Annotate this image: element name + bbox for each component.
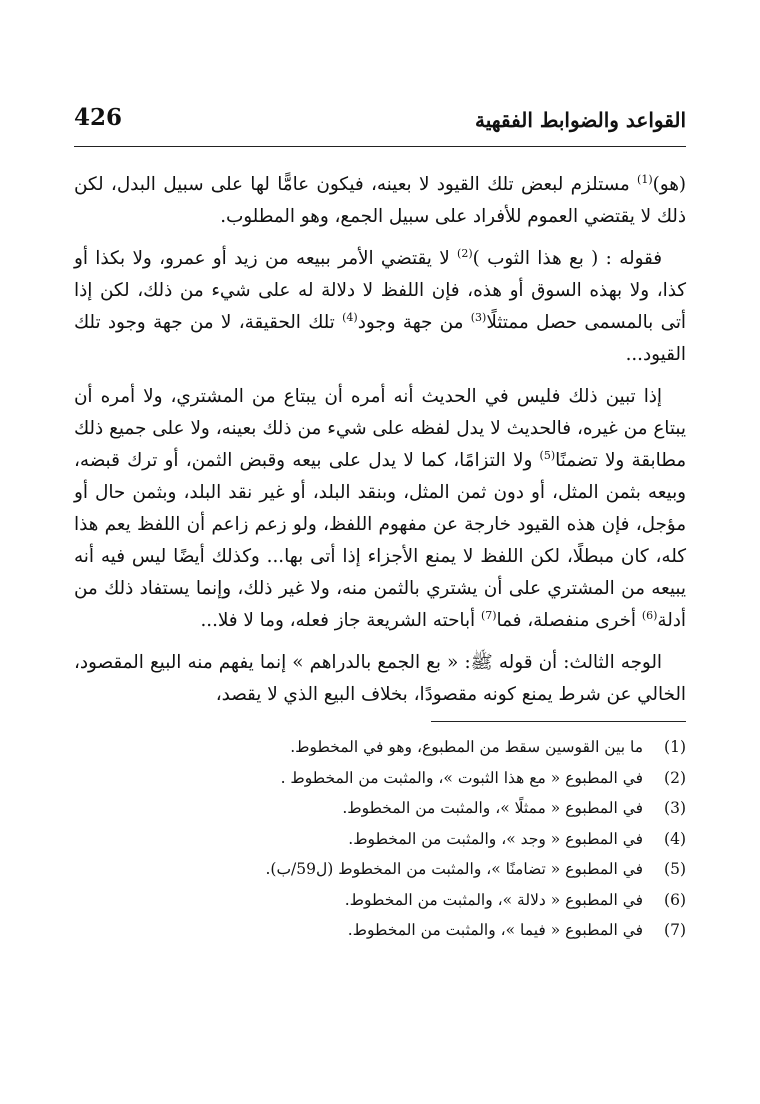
footnote-ref-5: (5) [539,448,556,462]
page-header [74,100,686,147]
paragraph-text: من جهة وجود [357,312,471,333]
footnote-text: في المطبوع « دلالة »، والمثبت من المخطوط. [344,890,644,909]
paragraph-text: ولا التزامًا، كما لا يدل على بيعه وقبض الثمن، أو ترك قبضه، وبيعه بثمن المثل، أو دون ثمن المثل، وبنقد البلد، أو غير نقد البلد، وبثمن حال أو مؤجل، فإن هذه القيود خارجة عن مفهوم اللفظ، ولو زعم زاعم أن اللفظ يعم هذا كله، كان مبطلًا، لكن اللفظ لا يمنع الأجزاء إذا أتى بها... وكذلك أيضًا ليس فيه أنه يبيعه من المشتري على أن يشتري بالثمن منه، ولا غير ذلك، وإنما يستفاد ذلك من أدلة [74,450,686,631]
footnote-ref-6: (6) [641,608,658,622]
page-number: 426 [74,104,123,131]
paragraph-text: الوجه الثالث: أن قوله ﷺ: « بع الجمع بالدراهم » إنما يفهم منه البيع المقصود، الخالي عن شرط يمنع كونه مقصودًا، بخلاف البيع الذي لا يقصد، [74,652,686,705]
main-text [74,169,686,711]
footnote-number: (4) [664,829,686,848]
footnote-item [74,793,686,824]
footnote-number: (5) [664,860,686,878]
running-title: القواعد والضوابط الفقهية [475,108,686,132]
paragraph-2 [74,243,686,371]
footnote-ref-3: (3) [470,310,487,324]
footnote-number: (2) [664,768,686,787]
paragraph-text: أباحته الشريعة جاز فعله، وما لا فلا... [200,610,481,631]
footnotes-list [74,732,686,946]
footnote-text: في المطبوع « تضامنًا »، والمثبت من المخطوط (ل59/ب). [265,860,644,878]
paragraph-4 [74,647,686,711]
footnote-item [74,824,686,855]
footnote-text: في المطبوع « وجد »، والمثبت من المخطوط. [348,829,644,848]
paragraph-text: (هو) [652,174,686,195]
footnote-number: (1) [664,738,686,756]
footnote-ref-1: (1) [637,172,653,186]
footnote-number: (3) [664,799,686,817]
paragraph-text: أخرى منفصلة، فما [496,610,642,631]
footnote-text: في المطبوع « ممثلًا »، والمثبت من المخطوط. [342,799,644,817]
footnote-item [74,915,686,946]
footnote-text: ما بين القوسين سقط من المطبوع، وهو في المخطوط. [290,738,644,756]
paragraph-text: لا يقتضي الأمر ببيعه من زيد أو عمرو، ولا بكذا أو كذا، ولا بهذه السوق أو هذه، فإن اللفظ لا دلالة له على شيء من ذلك، لكن إذا أتى بالمسمى حصل ممتثلًا [74,248,686,333]
paragraph-3 [74,381,686,637]
book-page [74,100,686,1080]
footnote-item [74,885,686,916]
footnote-divider [431,721,686,722]
footnote-ref-7: (7) [480,608,497,622]
paragraph-text: إذا تبين ذلك فليس في الحديث أنه أمره أن يبتاع من المشتري، ولا أمره أن يبتاع من غيره، فالحديث لا يدل لفظه على شيء من ذلك بعينه، ولا على جميع ذلك مطابقة ولا تضمنًا [74,386,686,471]
footnote-text: في المطبوع « مع هذا الثبوت »، والمثبت من المخطوط . [280,768,644,787]
footnote-ref-4: (4) [342,310,358,324]
footnote-ref-2: (2) [457,246,473,260]
footnote-text: في المطبوع « فيما »، والمثبت من المخطوط. [347,921,644,939]
footnote-item [74,763,686,794]
footnote-item [74,732,686,763]
paragraph-1 [74,169,686,233]
footnote-number: (6) [664,890,686,909]
paragraph-text: فقوله : ( بع هذا الثوب ) [472,248,663,269]
footnote-item [74,854,686,885]
footnote-number: (7) [664,921,686,939]
paragraph-text: تلك الحقيقة، لا من جهة وجود تلك القيود... [74,312,686,365]
paragraph-text: مستلزم لبعض تلك القيود لا بعينه، فيكون عامًّا لها على سبيل البدل، لكن ذلك لا يقتضي العموم للأفراد على سبيل الجمع، وهو المطلوب. [74,174,686,227]
